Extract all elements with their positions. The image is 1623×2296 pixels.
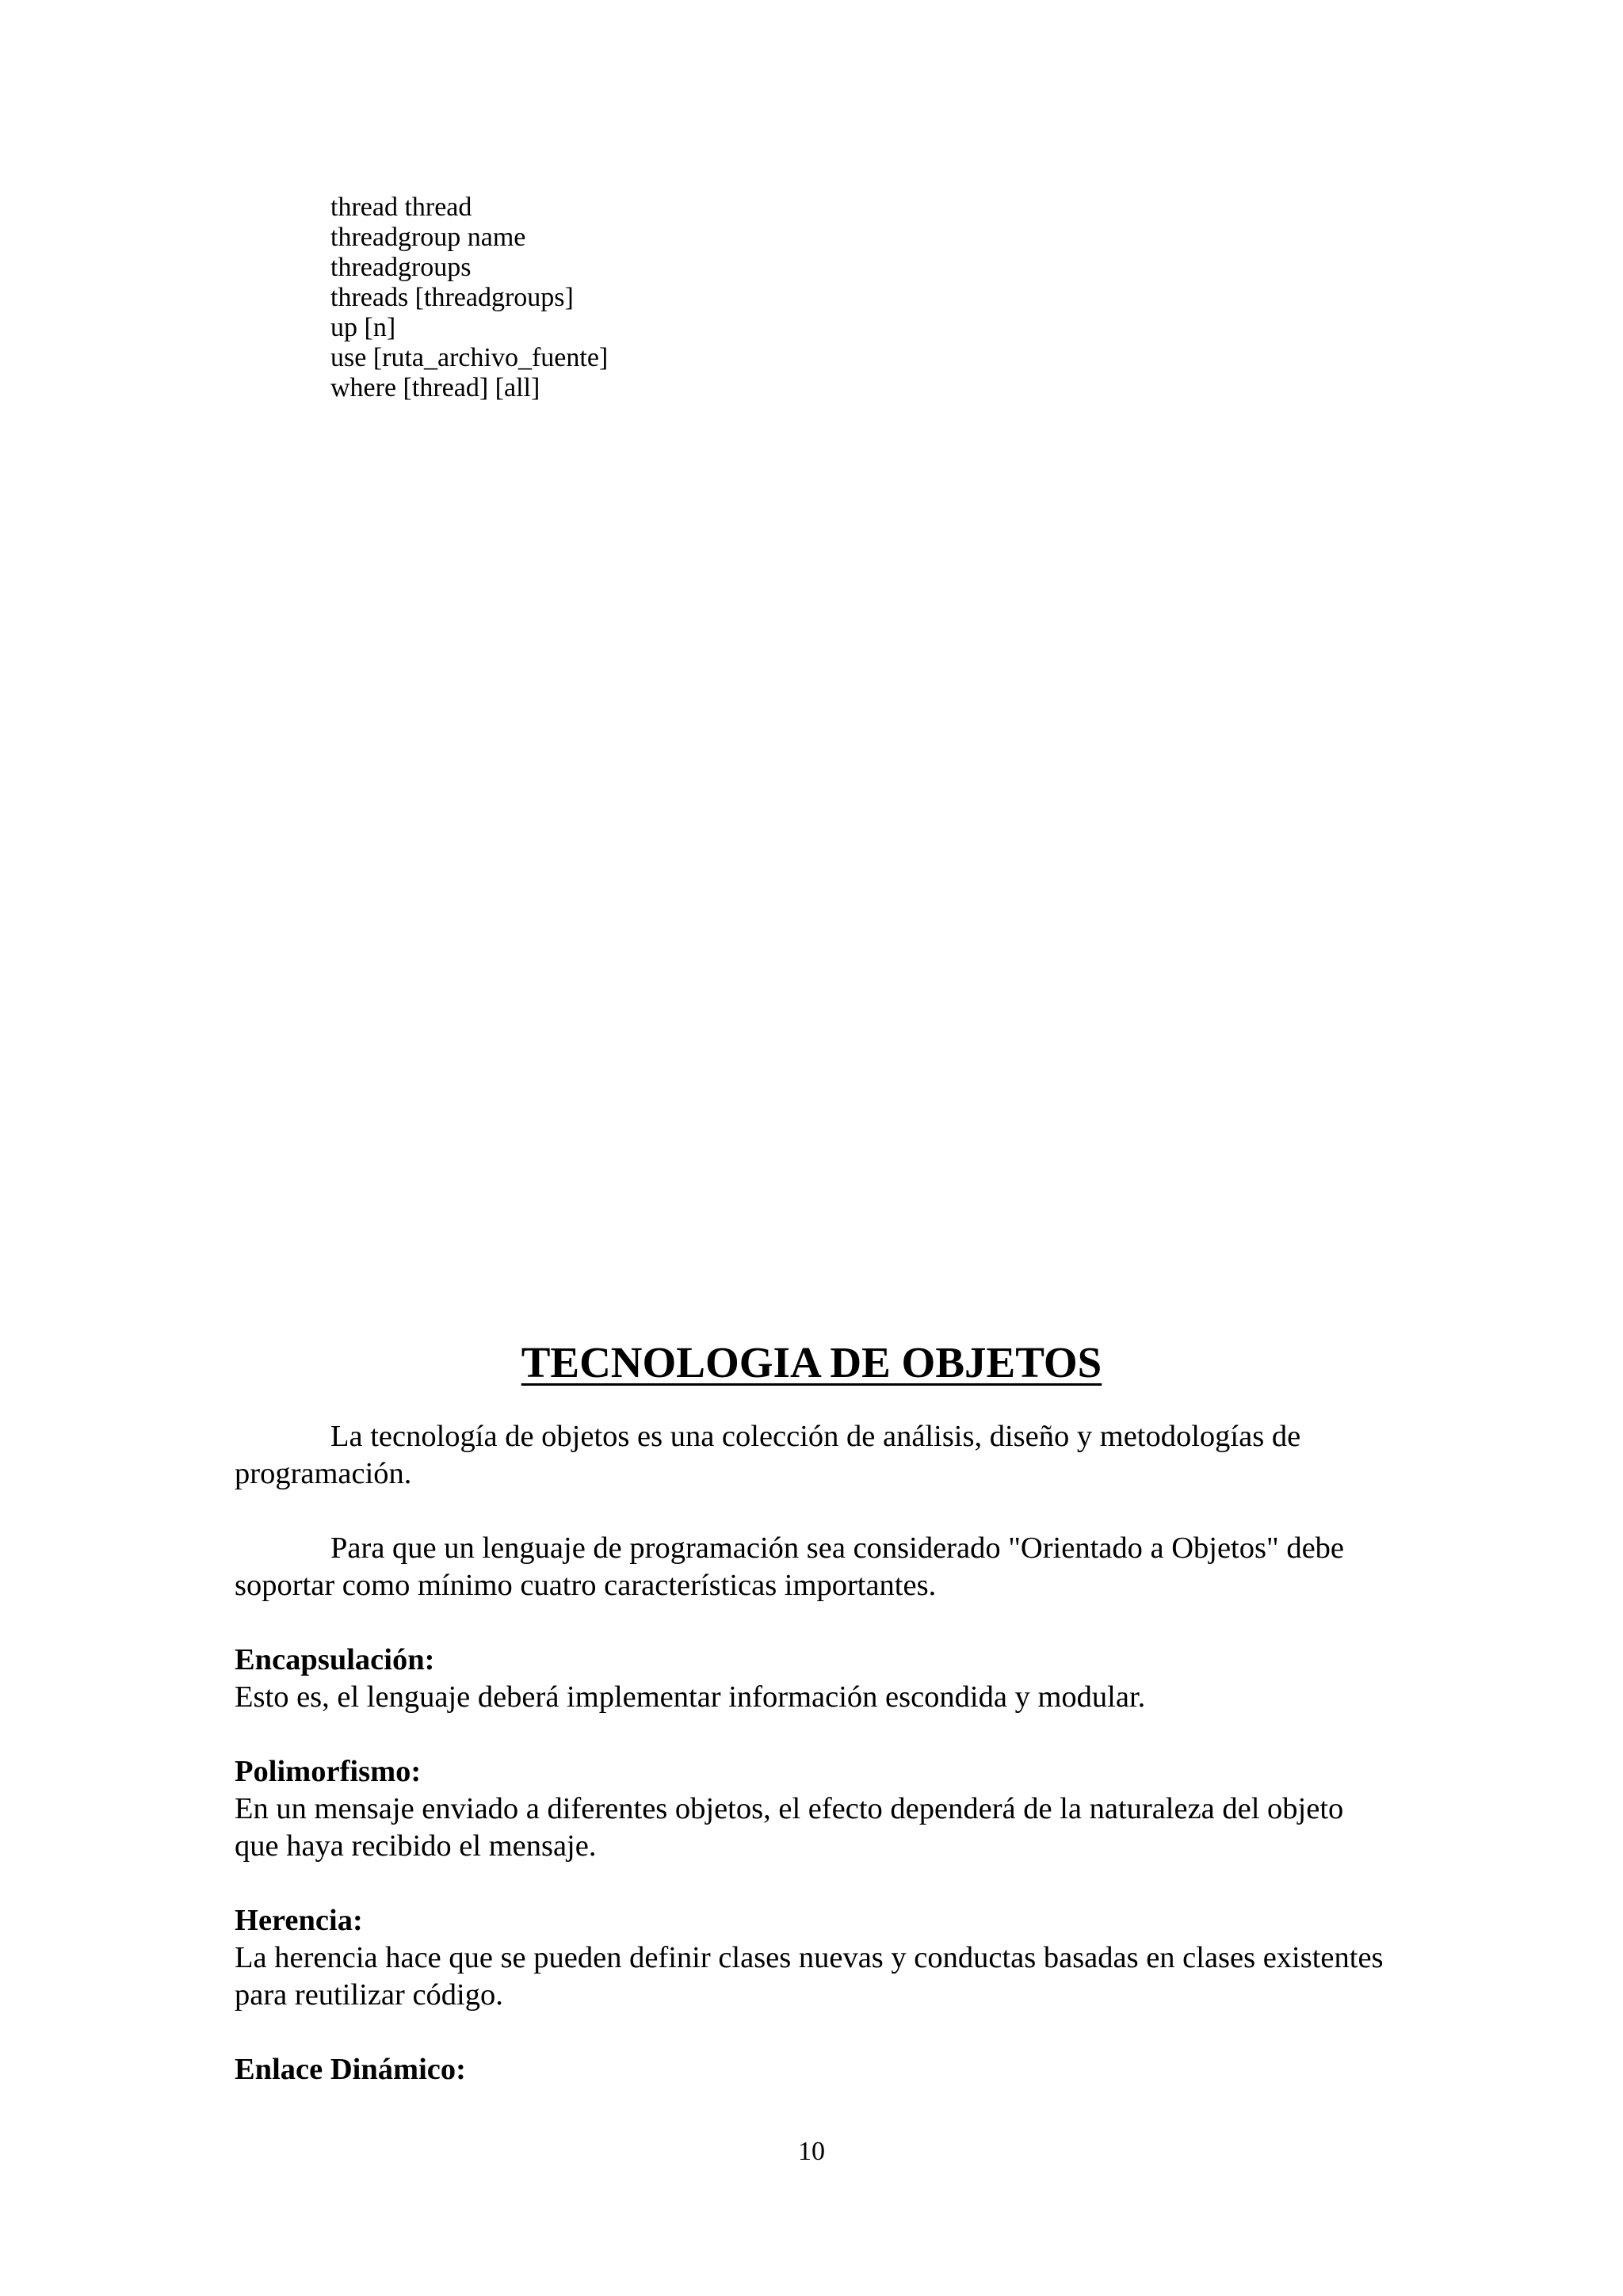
- feature-description-polymorphism: En un mensaje enviado a diferentes objetos, el efecto dependerá de la naturaleza del objeto que haya recibido el mensaje.: [235, 1792, 1344, 1863]
- feature-description-encapsulation: Esto es, el lenguaje deberá implementar información escondida y modular.: [235, 1680, 1146, 1714]
- command-item: threads [threadgroups]: [330, 283, 574, 312]
- command-item: use [ruta_archivo_fuente]: [330, 343, 609, 372]
- feature-description-inheritance: La herencia hace que se pueden definir clases nuevas y conductas basadas en clases existentes para reutilizar código.: [235, 1941, 1384, 2012]
- command-item: up [n]: [330, 313, 396, 342]
- command-item: threadgroup name: [330, 223, 526, 252]
- page-number: 10: [798, 2137, 825, 2166]
- intro-paragraph-1: La tecnología de objetos es una colección de análisis, diseño y metodologías de programación.: [235, 1420, 1301, 1490]
- command-list: [330, 193, 608, 403]
- intro-paragraph-2: Para que un lenguaje de programación sea considerado "Orientado a Objetos" debe soportar como mínimo cuatro características importantes.: [235, 1531, 1344, 1602]
- feature-term-encapsulation: Encapsulación:: [235, 1643, 435, 1676]
- feature-term-dynamic-binding: Enlace Dinámico:: [235, 2053, 466, 2086]
- section-title: TECNOLOGIA DE OBJETOS: [521, 1338, 1102, 1386]
- command-item: threadgroups: [330, 253, 472, 282]
- command-item: thread thread: [330, 193, 472, 222]
- command-item: where [thread] [all]: [330, 373, 540, 402]
- feature-term-inheritance: Herencia:: [235, 1904, 363, 1937]
- feature-term-polymorphism: Polimorfismo:: [235, 1755, 422, 1788]
- section-body: [235, 1418, 1392, 2088]
